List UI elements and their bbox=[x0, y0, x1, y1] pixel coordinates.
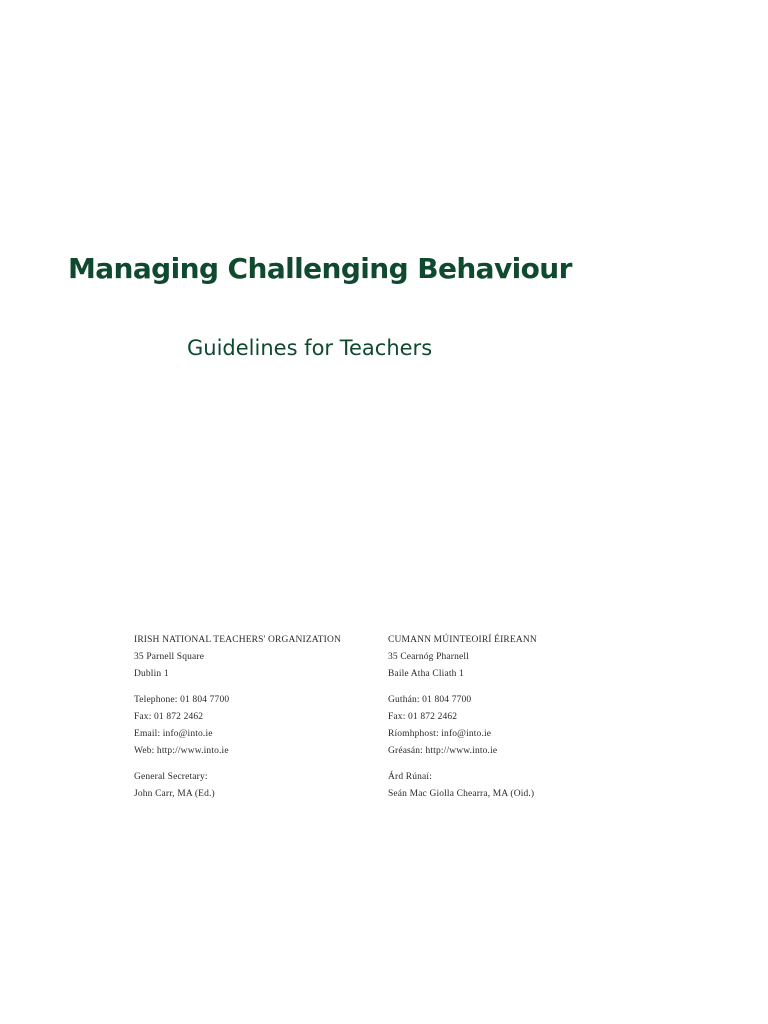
org-name-english: IRISH NATIONAL TEACHERS' ORGANIZATION bbox=[134, 635, 342, 645]
address-line-2-irish: Baile Atha Cliath 1 bbox=[388, 669, 464, 679]
spacer bbox=[134, 683, 374, 692]
address-line-1-english: 35 Parnell Square bbox=[134, 652, 205, 662]
address-line-2-english: Dublin 1 bbox=[134, 669, 169, 679]
irish-contact-block bbox=[388, 632, 648, 803]
email-english: Email: info@into.ie bbox=[134, 729, 213, 739]
english-contact-block bbox=[134, 632, 374, 803]
secretary-label-irish: Árd Rúnaí: bbox=[388, 772, 432, 782]
spacer bbox=[388, 760, 648, 769]
web-irish: Gréasán: http://www.into.ie bbox=[388, 746, 498, 756]
spacer bbox=[134, 760, 374, 769]
org-name-irish: CUMANN MÚINTEOIRÍ ÉIREANN bbox=[388, 635, 537, 645]
telephone-english: Telephone: 01 804 7700 bbox=[134, 695, 230, 705]
page-subtitle: Guidelines for Teachers bbox=[187, 336, 433, 360]
address-line-1-irish: 35 Cearnóg Pharnell bbox=[388, 652, 469, 662]
secretary-name-irish: Seán Mac Giolla Chearra, MA (Oid.) bbox=[388, 789, 535, 799]
web-english: Web: http://www.into.ie bbox=[134, 746, 229, 756]
fax-irish: Fax: 01 872 2462 bbox=[388, 712, 458, 722]
secretary-label-english: General Secretary: bbox=[134, 772, 208, 782]
page-title: Managing Challenging Behaviour bbox=[68, 252, 572, 285]
secretary-name-english: John Carr, MA (Ed.) bbox=[134, 789, 215, 799]
email-irish: Ríomhphost: info@into.ie bbox=[388, 729, 492, 739]
spacer bbox=[388, 683, 648, 692]
telephone-irish: Guthán: 01 804 7700 bbox=[388, 695, 472, 705]
fax-english: Fax: 01 872 2462 bbox=[134, 712, 204, 722]
